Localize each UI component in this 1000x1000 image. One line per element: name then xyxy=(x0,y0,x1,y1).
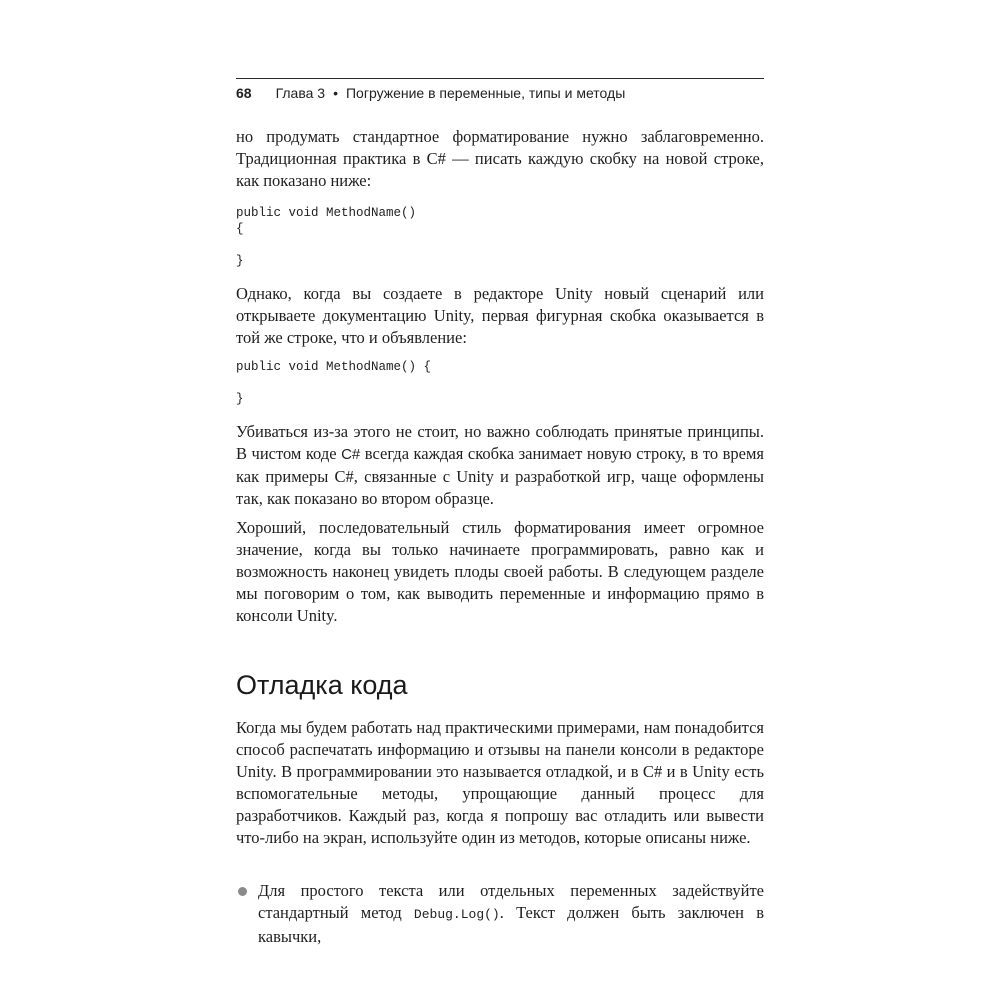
text-run: . Текст должен быть заключен в кавычки, xyxy=(258,903,764,946)
paragraph-principles xyxy=(236,421,764,510)
code-line: { xyxy=(236,222,244,236)
section-heading: Отладка кода xyxy=(236,670,408,700)
text-run: Для простого текста или отдельных переменных задействуйте стандартный метод xyxy=(258,881,764,922)
chapter-label: Глава 3 xyxy=(275,85,326,101)
page-number: 68 xyxy=(236,85,252,101)
code-line: } xyxy=(236,254,244,268)
paragraph-style-importance: Хороший, последовательный стиль форматирования имеет огромное значение, когда вы только начинаете программировать, равно как и возможность наконец увидеть плоды своей работы. В следующем разделе мы поговорим о том, как выводить переменные и информацию прямо в консоли Unity. xyxy=(236,518,764,625)
bullet-icon xyxy=(238,887,247,896)
header-separator: • xyxy=(333,85,338,101)
paragraph-intro: но продумать стандартное форматирование нужно заблаговременно. Традиционная практика в C# — писать каждую скобку на новой строке, как показано ниже: xyxy=(236,127,764,190)
code-line: public void MethodName() { xyxy=(236,360,432,374)
paragraph-debugging-intro: Когда мы будем работать над практическими примерами, нам понадобится способ распечатать информацию и отзывы на панели консоли в редакторе Unity. В программировании это называется отладкой, и в C# и в Unity есть вспомогательные методы, упрощающие данный процесс для разработчиков. Каждый раз, когда я попрошу вас отладить или вывести что-либо на экран, используйте один из методов, которые описаны ниже. xyxy=(236,718,764,847)
list-item xyxy=(236,880,764,948)
code-line: } xyxy=(236,392,244,406)
text-run: всегда каждая скобка занимает новую строку, в то время как примеры C#, связанные с Unity и разработкой игр, чаще оформлены так, как показано во втором образце. xyxy=(236,444,765,508)
running-header xyxy=(236,78,764,101)
paragraph-unity-style: Однако, когда вы создаете в редакторе Unity новый сценарий или открываете документацию Unity, первая фигурная скобка оказывается в той же строке, что и объявление: xyxy=(236,284,764,347)
chapter-title: Погружение в переменные, типы и методы xyxy=(345,85,626,101)
code-line: public void MethodName() xyxy=(236,206,417,220)
list-item-text xyxy=(258,880,764,948)
text-run-csharp: C# xyxy=(341,446,361,463)
code-block-newline-brace xyxy=(236,205,764,269)
code-block-sameline-brace xyxy=(236,359,764,407)
code-line-blank xyxy=(236,375,764,391)
text-run: Убиваться из-за этого не стоит, но важно соблюдать принятые принципы. В чистом коде xyxy=(236,422,764,463)
inline-code: Debug.Log() xyxy=(413,907,500,922)
code-line-blank xyxy=(236,237,764,253)
